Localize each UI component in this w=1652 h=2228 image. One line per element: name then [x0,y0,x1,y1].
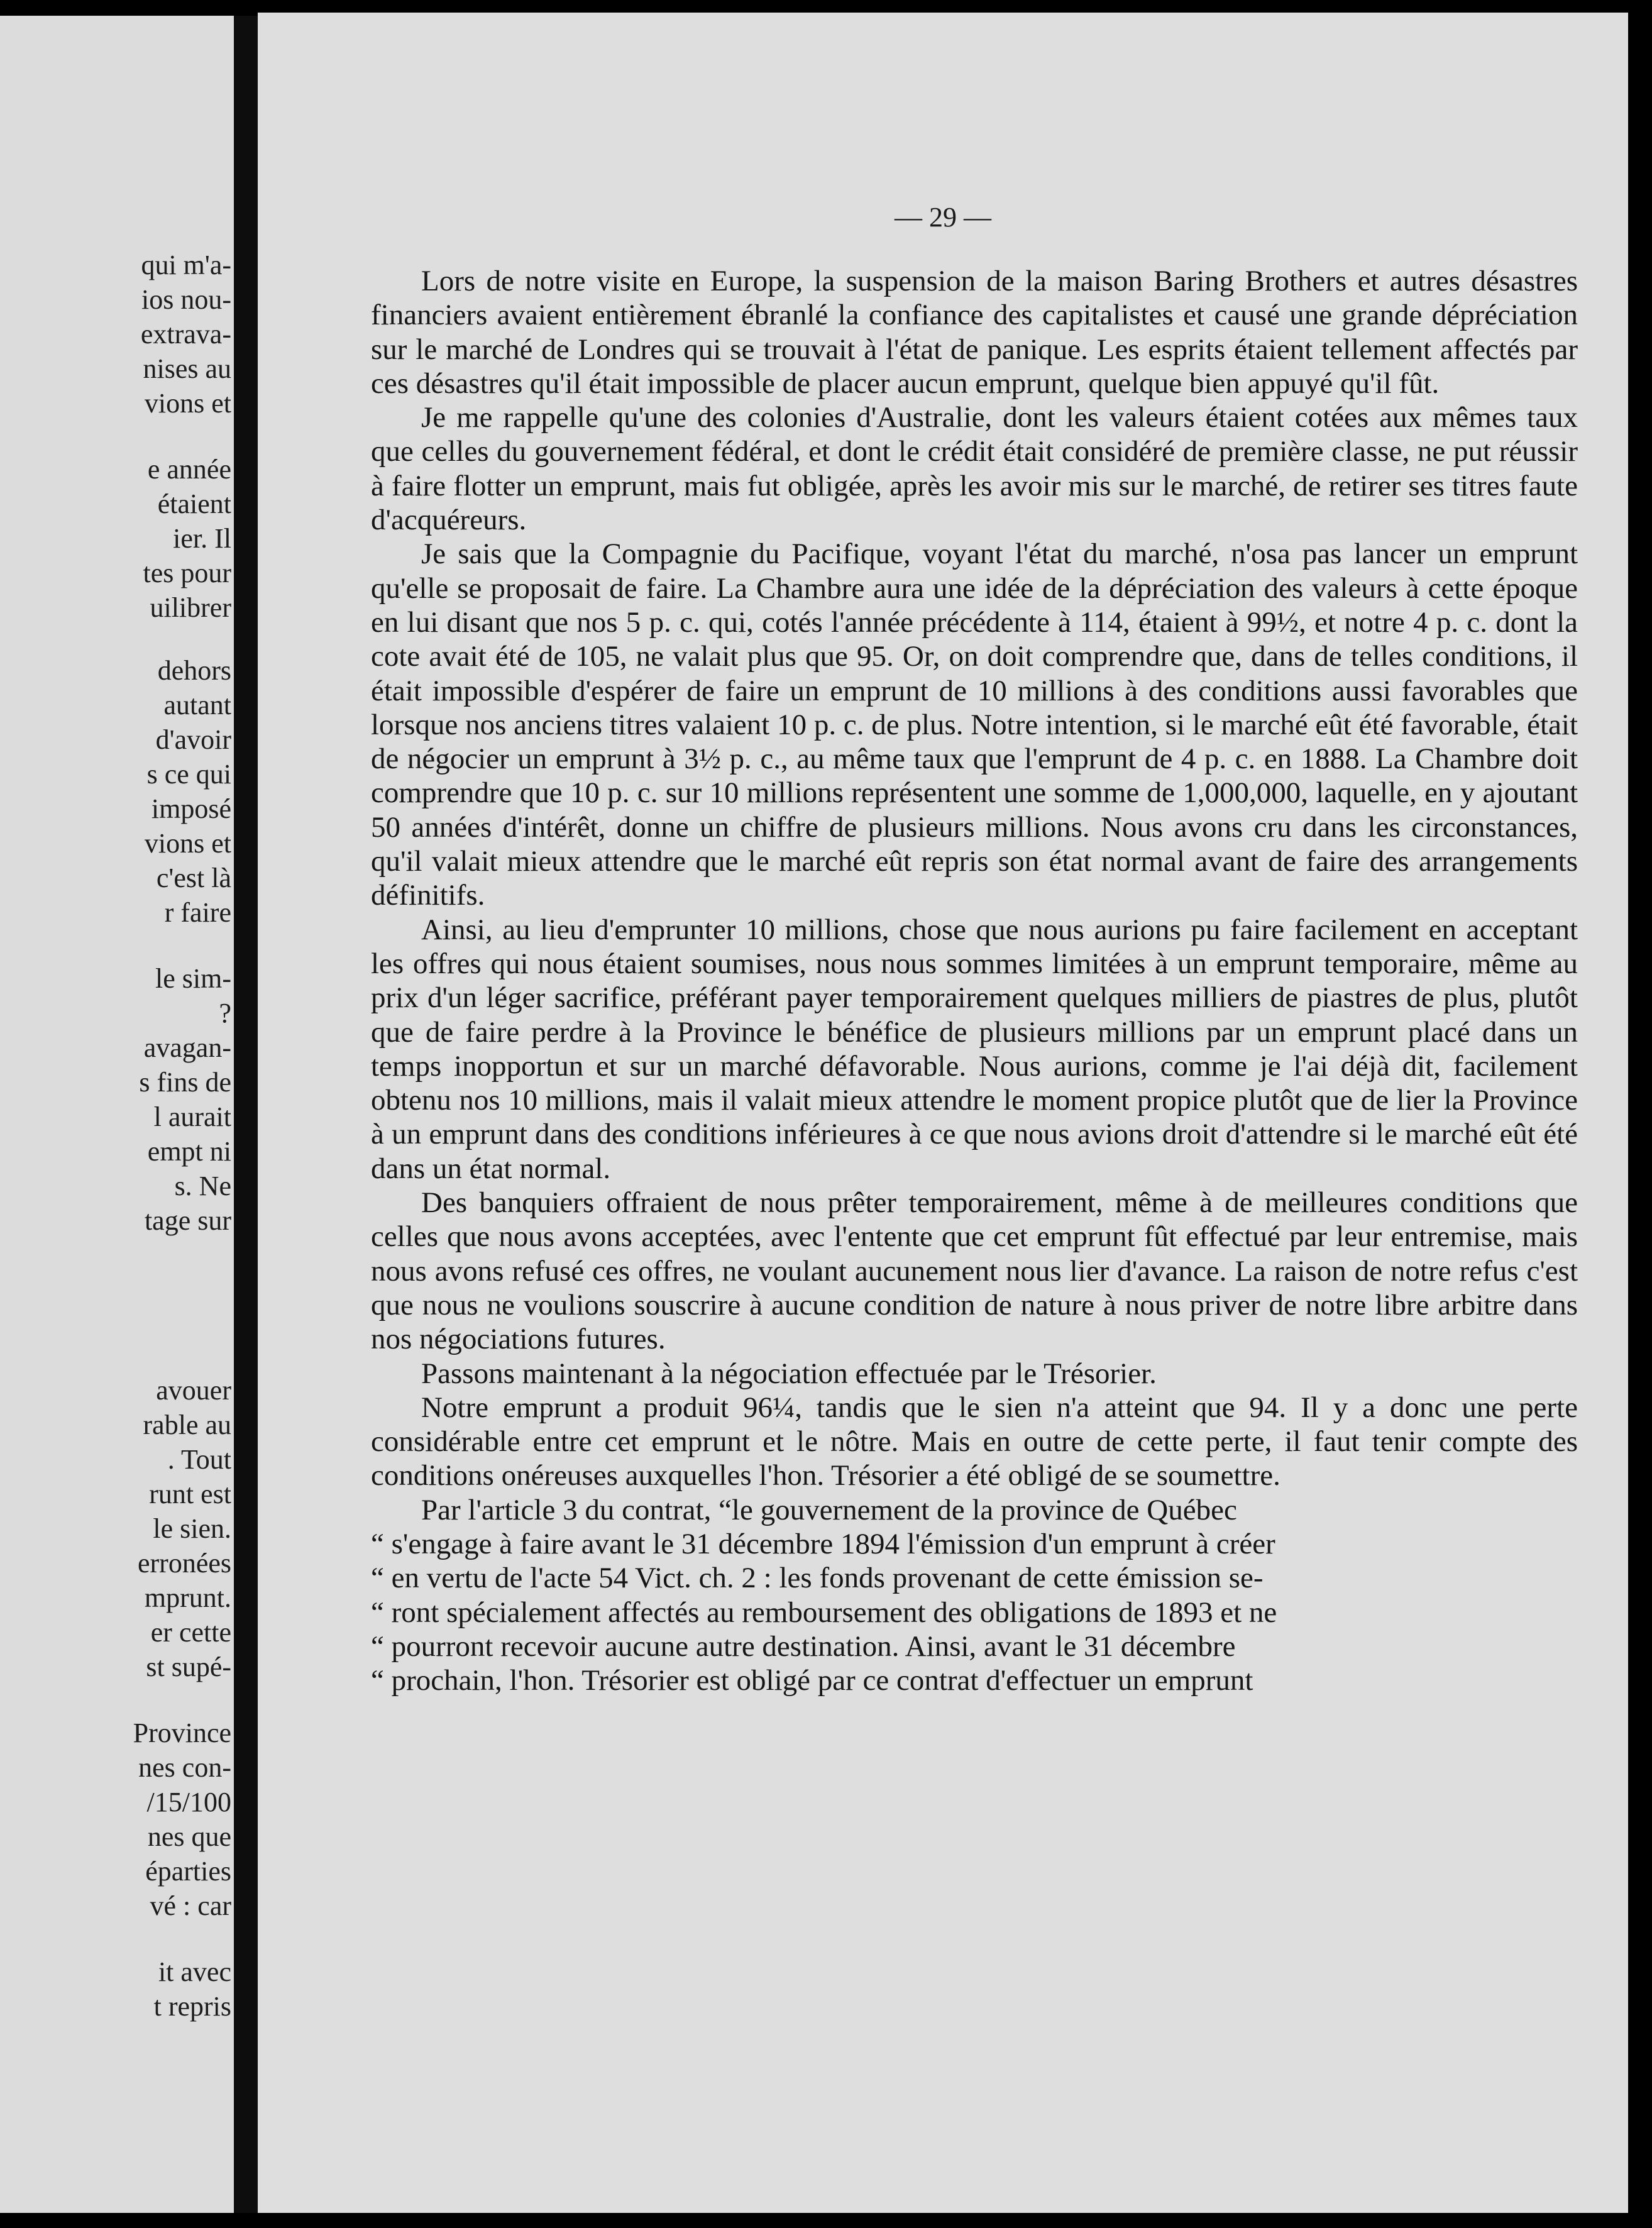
paragraph: Lors de notre visite en Europe, la suspension de la maison Baring Brothers et autres désastres financiers avaient entièrement ébranlé la confiance des capitalistes et causé une grande dépréciation sur le marché de Londres qui se trouvait à l'état de panique. Les esprits étaient tellement affectés par ces désastres qu'il était impossible de placer aucun emprunt, quelque bien appuyé qu'il fût. [371,265,1578,400]
left-line-fragment: e année [147,454,231,485]
left-line-fragment: mprunt. [144,1582,231,1613]
left-line-fragment: vions et [144,388,231,419]
left-line-fragment: s. Ne [174,1171,231,1201]
left-line-fragment: s ce qui [146,759,231,790]
left-line-fragment: st supé- [146,1652,231,1682]
paragraph: Je me rappelle qu'une des colonies d'Australie, dont les valeurs étaient cotées aux mêmes taux que celles du gouvernement fédéral, et dont le crédit était considéré de première classe, ne put réussir à faire flotter un emprunt, mais fut obligée, après les avoir mis sur le marché, de retirer ses titres faute d'acquéreurs. [371,401,1578,537]
left-line-fragment: t repris [153,1991,231,2022]
left-line-fragment: uilibrer [150,592,231,623]
quoted-line: “ en vertu de l'acte 54 Vict. ch. 2 : les fonds provenant de cette émission se- [371,1562,1264,1595]
left-line-fragment: empt ni [147,1136,231,1167]
left-line-fragment: it avec [158,1956,231,1987]
quoted-line: “ pourront recevoir aucune autre destination. Ainsi, avant le 31 décembre [371,1630,1236,1663]
paragraph: Je sais que la Compagnie du Pacifique, voyant l'état du marché, n'osa pas lancer un emprunt qu'elle se proposait de faire. La Chambre aura une idée de la dépréciation des valeurs à cette époque en lui disant que nos 5 p. c. qui, cotés l'année précédente à 114, étaient à 99½, et notre 4 p. c. dont la cote avait été de 105, ne valait plus que 95. Or, on doit comprendre que, dans de telles conditions, il était impossible d'espérer de faire un emprunt de 10 millions à des conditions aussi favorables que lorsque nos anciens titres valaient 10 p. c. de plus. Notre intention, si le marché eût été favorable, était de négocier un emprunt à 3½ p. c., au même taux que l'emprunt de 4 p. c. en 1888. La Chambre doit comprendre que 10 p. c. sur 10 millions représentent une somme de 1,000,000, laquelle, en y ajoutant 50 années d'intérêt, donne un chiffre de plusieurs millions. Nous avons cru dans les circonstances, qu'il valait mieux attendre que le marché eût repris son état normal avant de faire des arrangements définitifs. [371,538,1578,912]
left-line-fragment: er cette [150,1617,231,1648]
left-line-fragment: ier. Il [173,523,231,554]
paragraph: Par l'article 3 du contrat, “le gouvernement de la province de Québec [421,1493,1237,1526]
left-line-fragment: dehors [157,655,231,686]
left-line-fragment: runt est [149,1479,231,1509]
left-line-fragment: /15/100 [146,1787,231,1817]
left-line-fragment: ? [219,998,231,1029]
quoted-line: “ s'engage à faire avant le 31 décembre 1894 l'émission d'un emprunt à créer [371,1527,1275,1560]
left-line-fragment: tes pour [143,558,231,588]
quoted-line: “ prochain, l'hon. Trésorier est obligé par ce contrat d'effectuer un emprunt [371,1664,1253,1697]
left-line-fragment: s fins de [139,1067,231,1098]
left-line-fragment: erronées [137,1548,231,1579]
paragraph: Passons maintenant à la négociation effectuée par le Trésorier. [421,1357,1157,1390]
paragraph: Ainsi, au lieu d'emprunter 10 millions, chose que nous aurions pu faire facilement en acceptant les offres qui nous étaient soumises, nous nous sommes limitées à un emprunt temporaire, même au prix d'un léger sacrifice, préférant payer temporairement quelques milliers de piastres de plus, plutôt que de faire perdre à la Province le bénéfice de plusieurs millions par un emprunt placé dans un temps inopportun et sur un marché défavorable. Nous aurions, comme je l'ai déjà dit, facilement obtenu nos 10 millions, mais il valait mieux attendre le moment propice plutôt que de lier la Province à un emprunt dans des conditions inférieures à ce que nous avions droit d'attendre si le marché eût été dans un état normal. [371,913,1578,1185]
left-line-fragment: rable au [143,1409,231,1440]
left-line-fragment: ios nou- [141,284,231,315]
left-line-fragment: imposé [151,793,231,824]
left-page-fragment [0,16,234,2213]
quoted-line: “ ront spécialement affectés au remboursement des obligations de 1893 et ne [371,1596,1277,1629]
left-line-fragment: nises au [143,353,231,384]
left-line-fragment: nes que [147,1821,231,1852]
left-line-fragment: le sim- [155,963,231,994]
left-line-fragment: r faire [164,897,231,928]
left-line-fragment: vé : car [150,1890,231,1921]
left-line-fragment: vions et [144,828,231,859]
left-line-fragment: c'est là [156,863,231,893]
paragraph: Notre emprunt a produit 96¼, tandis que le sien n'a atteint que 94. Il y a donc une perte considérable entre cet emprunt et le nôtre. Mais en outre de cette perte, il faut tenir compte des conditions onéreuses auxquelles l'hon. Trésorier a été obligé de se soumettre. [371,1391,1578,1492]
paragraph: Des banquiers offraient de nous prêter temporairement, même à de meilleures conditions que celles que nous avons acceptées, avec l'entente que cet emprunt fût effectué par leur entremise, mais nous avons refusé ces offres, ne voulant aucunement nous lier d'avance. La raison de notre refus c'est que nous ne voulions souscrire à aucune condition de nature à nous priver de notre libre arbitre dans nos négociations futures. [371,1186,1578,1356]
left-line-fragment: nes con- [138,1752,231,1783]
left-line-fragment: autant [163,690,231,720]
left-line-fragment: avouer [156,1375,231,1406]
book-gutter [234,16,258,2213]
left-line-fragment: étaient [157,488,231,519]
left-line-fragment: le sien. [153,1513,231,1544]
left-line-fragment: Province [133,1718,231,1748]
left-line-fragment: éparties [145,1856,231,1887]
left-line-fragment: d'avoir [155,724,231,755]
left-line-fragment: extrava- [140,319,231,350]
body-text [371,264,1578,1697]
right-page [258,13,1628,2213]
left-line-fragment: avagan- [143,1032,231,1063]
left-line-fragment: l aurait [153,1101,231,1132]
left-line-fragment: . Tout [167,1444,231,1475]
left-line-fragment: tage sur [144,1205,231,1236]
page-number: — 29 — [895,202,991,233]
left-line-fragment: qui m'a- [141,250,231,280]
